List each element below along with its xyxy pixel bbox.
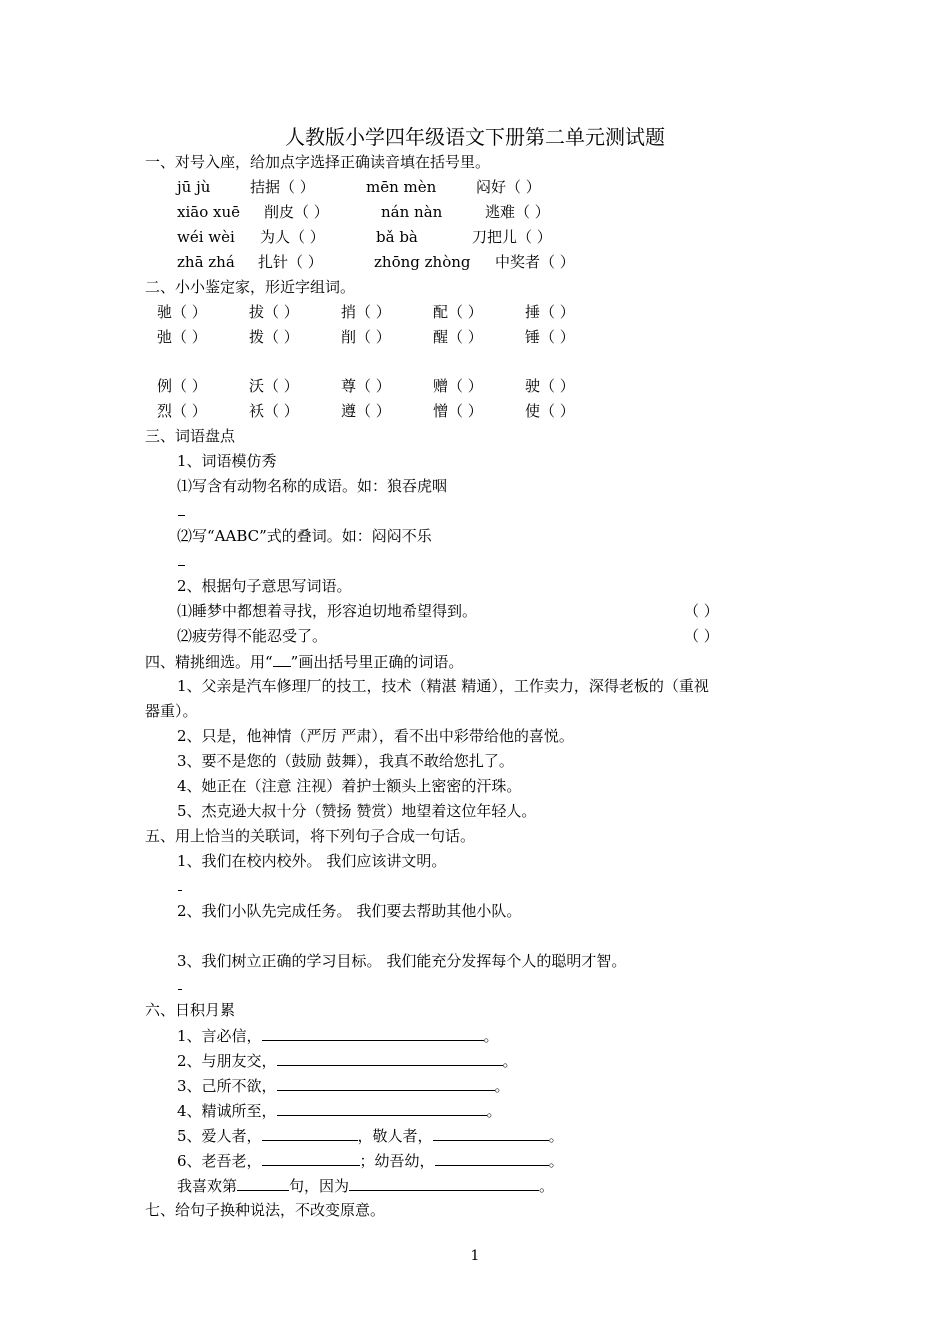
fill-line (177, 1150, 564, 1171)
sub-heading: 1、词语模仿秀 (177, 452, 277, 470)
choice-line: 2、只是，他神情（严厉 严肃），看不出中彩带给他的喜悦。 (177, 727, 574, 745)
word-blank: 削皮（ ） (264, 203, 329, 221)
pinyin-pair: zhōng zhòng (374, 253, 471, 271)
pinyin-pair: jū jù (177, 178, 211, 196)
answer-blank[interactable] (262, 1150, 360, 1166)
fill-line (177, 1050, 518, 1071)
answer-blank[interactable] (349, 1175, 539, 1191)
fill-line (177, 1100, 502, 1121)
pinyin-pair: nán nàn (381, 203, 443, 221)
heading-part: ”画出括号里正确的词语。 (290, 653, 464, 671)
pinyin-pair: mēn mèn (366, 178, 437, 196)
word-blank: 闷好（ ） (476, 178, 541, 196)
fill-prompt: 1、言必信， (177, 1027, 262, 1045)
section-4-heading (145, 651, 463, 672)
answer-blank[interactable] (277, 1050, 503, 1066)
char-blank: 例（ ） (157, 377, 207, 395)
question-line: ⑴睡梦中都想着寻找，形容迫切地希望得到。 (177, 602, 478, 620)
section-6-heading: 六、日积月累 (145, 1001, 236, 1019)
period: 。 (483, 1027, 499, 1045)
period: 。 (548, 1127, 564, 1145)
word-blank: 拮据（ ） (250, 178, 315, 196)
answer-mark (178, 890, 182, 891)
char-blank: 沃（ ） (249, 377, 299, 395)
sentence-line: 3、我们树立正确的学习目标。 我们能充分发挥每个人的聪明才智。 (177, 952, 627, 970)
choice-line: 器重）。 (145, 702, 198, 720)
section-1-heading: 一、对号入座，给加点字选择正确读音填在括号里。 (145, 153, 491, 171)
char-blank: 烈（ ） (157, 402, 207, 420)
answer-parentheses: （ ） (684, 602, 719, 620)
answer-blank[interactable] (277, 1075, 495, 1091)
question-line: ⑵疲劳得不能忍受了。 (177, 627, 328, 645)
answer-blank[interactable] (433, 1125, 549, 1141)
answer-parentheses: （ ） (684, 627, 719, 645)
char-blank: 驰（ ） (157, 303, 207, 321)
char-blank: 削（ ） (341, 328, 391, 346)
word-blank: 刀把儿（ ） (472, 228, 552, 246)
char-blank: 驶（ ） (525, 377, 575, 395)
char-blank: 捎（ ） (341, 303, 391, 321)
choice-line: 5、杰克逊大叔十分（赞扬 赞赏）地望着这位年轻人。 (177, 802, 537, 820)
fill-prompt: 5、爱人者， (177, 1127, 262, 1145)
char-blank: 配（ ） (433, 303, 483, 321)
word-blank: 中奖者（ ） (495, 253, 575, 271)
answer-blank[interactable] (435, 1150, 549, 1166)
fill-prompt: 句，因为 (289, 1177, 350, 1195)
underline-sample (273, 651, 291, 667)
question-line: ⑴写含有动物名称的成语。如：狼吞虎咽 (177, 477, 448, 495)
sentence-line: 1、我们在校内校外。 我们应该讲文明。 (177, 852, 447, 870)
char-blank: 憎（ ） (433, 402, 483, 420)
char-blank: 尊（ ） (341, 377, 391, 395)
char-blank: 弛（ ） (157, 328, 207, 346)
word-blank: 为人（ ） (260, 228, 325, 246)
heading-part: 四、精挑细选。用“ (145, 653, 273, 671)
answer-mark (178, 989, 182, 990)
period: 。 (502, 1052, 518, 1070)
char-blank: 遵（ ） (341, 402, 391, 420)
section-2-heading: 二、小小鉴定家，形近字组词。 (145, 278, 356, 296)
period: 。 (548, 1152, 564, 1170)
fill-line (177, 1175, 554, 1196)
char-blank: 拔（ ） (249, 303, 299, 321)
section-5-heading: 五、用上恰当的关联词，将下列句子合成一句话。 (145, 827, 476, 845)
char-blank: 袄（ ） (249, 402, 299, 420)
answer-blank[interactable] (262, 1025, 484, 1041)
choice-line: 4、她正在（注意 注视）着护士额头上密密的汗珠。 (177, 777, 522, 795)
char-blank: 赠（ ） (433, 377, 483, 395)
answer-mark (178, 515, 185, 516)
fill-line (177, 1025, 499, 1046)
fill-line (177, 1075, 510, 1096)
period: 。 (539, 1177, 555, 1195)
fill-prompt: 2、与朋友交， (177, 1052, 277, 1070)
char-blank: 捶（ ） (525, 303, 575, 321)
sentence-line: 2、我们小队先完成任务。 我们要去帮助其他小队。 (177, 902, 522, 920)
page-number: 1 (470, 1248, 480, 1264)
word-blank: 逃难（ ） (485, 203, 550, 221)
fill-prompt: ，敬人者， (357, 1127, 433, 1145)
answer-blank[interactable] (277, 1100, 487, 1116)
char-blank: 使（ ） (525, 402, 575, 420)
section-7-heading: 七、给句子换种说法，不改变原意。 (145, 1201, 386, 1219)
char-blank: 拨（ ） (249, 328, 299, 346)
page-title: 人教版小学四年级语文下册第二单元测试题 (285, 125, 665, 149)
fill-prompt: 我喜欢第 (177, 1177, 238, 1195)
pinyin-pair: xiāo xuē (177, 203, 240, 221)
char-blank: 锤（ ） (525, 328, 575, 346)
word-blank: 扎针（ ） (258, 253, 323, 271)
choice-line: 1、父亲是汽车修理厂的技工，技术（精湛 精通），工作卖力，深得老板的（重视 (177, 677, 709, 695)
pinyin-pair: zhā zhá (177, 253, 235, 271)
section-3-heading: 三、词语盘点 (145, 427, 236, 445)
period: 。 (486, 1102, 502, 1120)
answer-mark (178, 565, 185, 566)
pinyin-pair: bǎ bà (376, 228, 418, 246)
char-blank: 醒（ ） (433, 328, 483, 346)
fill-prompt: 4、精诚所至， (177, 1102, 277, 1120)
question-line: ⑵写“AABC”式的叠词。如：闷闷不乐 (177, 527, 432, 545)
fill-line (177, 1125, 564, 1146)
fill-prompt: 3、己所不欲， (177, 1077, 277, 1095)
sub-heading: 2、根据句子意思写词语。 (177, 577, 352, 595)
period: 。 (494, 1077, 510, 1095)
fill-prompt: ；幼吾幼， (359, 1152, 435, 1170)
answer-blank[interactable] (237, 1175, 289, 1191)
answer-blank[interactable] (262, 1125, 358, 1141)
pinyin-pair: wéi wèi (177, 228, 235, 246)
fill-prompt: 6、老吾老， (177, 1152, 262, 1170)
choice-line: 3、要不是您的（鼓励 鼓舞），我真不敢给您扎了。 (177, 752, 514, 770)
